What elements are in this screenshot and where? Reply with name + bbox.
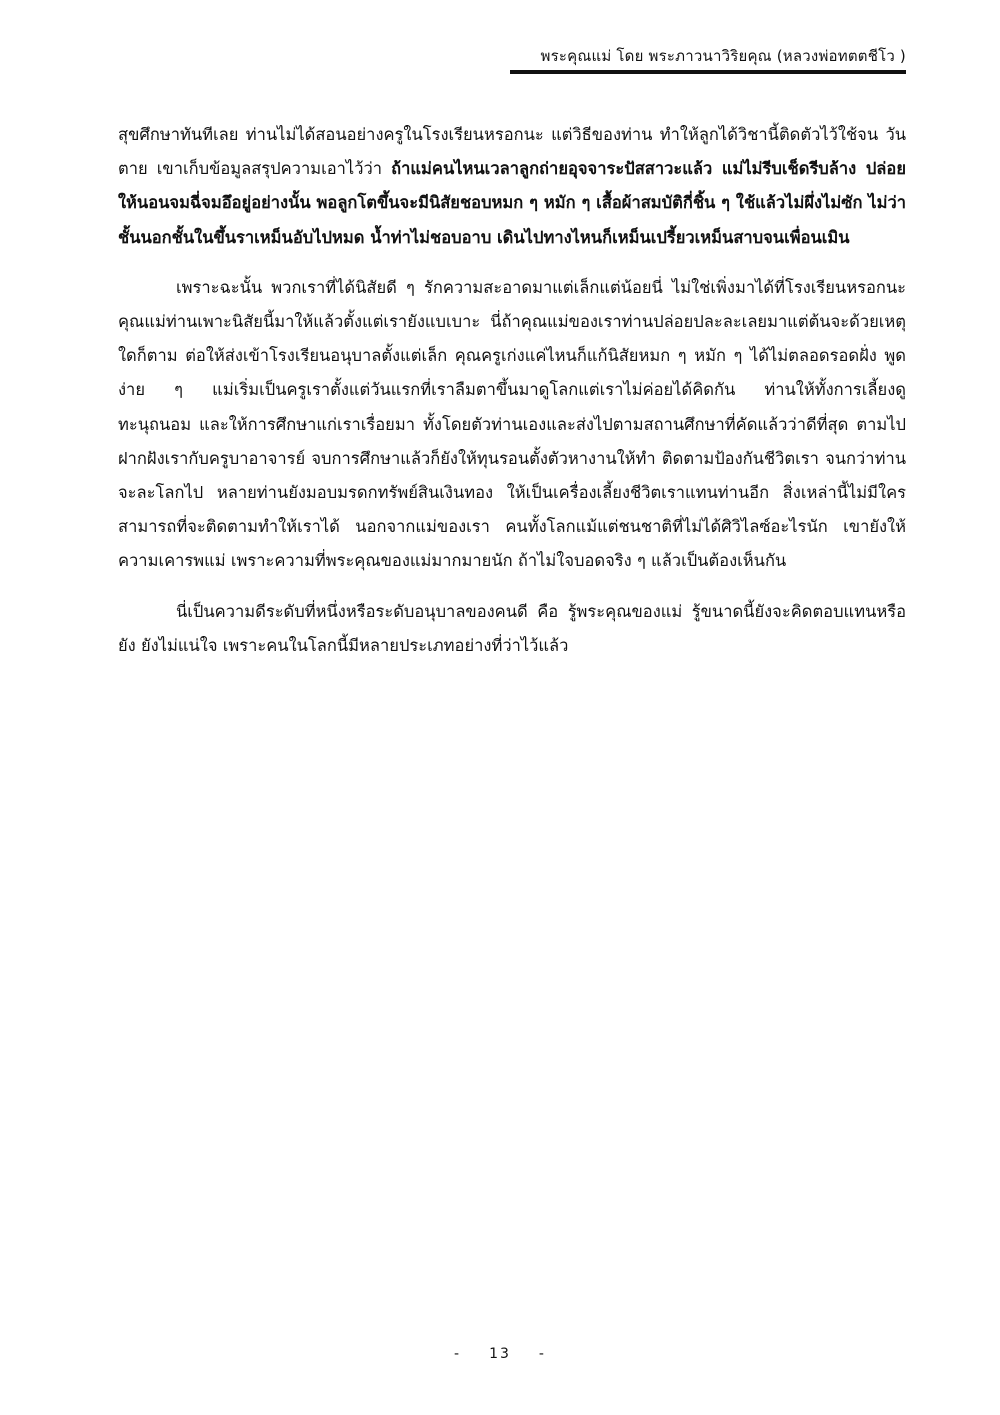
footer-dash-right: - [538, 1346, 546, 1362]
footer-dash-left: - [454, 1346, 462, 1362]
body-text [118, 118, 906, 679]
running-header: พระคุณแม่ โดย พระภาวนาวิริยคุณ (หลวงพ่อทตตชีโว ) [540, 47, 906, 65]
paragraph-1 [118, 118, 906, 255]
page-number: 13 [489, 1346, 511, 1362]
paragraph-1-bold-text: ถ้าแม่คนไหนเวลาลูกถ่ายอุจจาระปัสสาวะแล้ว แม่ไม่รีบเช็ดรีบล้าง ปล่อยให้นอนจมฉี่จมอึอยู่อย่างนั้น พอลูกโตขึ้นจะมีนิสัยชอบหมก ๆ หมัก ๆ เสื้อผ้าสมบัติกี่ชิ้น ๆ ใช้แล้วไม่ผึ่งไม่ซัก ไม่ว่าชั้นนอกชั้นในขึ้นราเหม็นอับไปหมด น้ำท่าไม่ชอบอาบ เดินไปทางไหนก็เหม็นเปรี้ยวเหม็นสาบจนเพื่อนเมิน [118, 159, 906, 247]
header-rule [510, 70, 906, 74]
paragraph-2: เพราะฉะนั้น พวกเราที่ได้นิสัยดี ๆ รักความสะอาดมาแต่เล็กแต่น้อยนี่ ไม่ใช่เพิ่งมาได้ที่โรงเรียนหรอกนะ คุณแม่ท่านเพาะนิสัยนี้มาให้แล้วตั้งแต่เรายังแบเบาะ นี่ถ้าคุณแม่ของเราท่านปล่อยปละละเลยมาแต่ต้นจะด้วยเหตุใดก็ตาม ต่อให้ส่งเข้าโรงเรียนอนุบาลตั้งแต่เล็ก คุณครูเก่งแค่ไหนก็แก้นิสัยหมก ๆ หมัก ๆ ได้ไม่ตลอดรอดฝั่ง พูดง่าย ๆ แม่เริ่มเป็นครูเราตั้งแต่วันแรกที่เราลืมตาขึ้นมาดูโลกแต่เราไม่ค่อยได้คิดกัน ท่านให้ทั้งการเลี้ยงดูทะนุถนอม และให้การศึกษาแก่เราเรื่อยมา ทั้งโดยตัวท่านเองและส่งไปตามสถานศึกษาที่คัดแล้วว่าดีที่สุด ตามไปฝากฝังเรากับครูบาอาจารย์ จบการศึกษาแล้วก็ยังให้ทุนรอนตั้งตัวหางานให้ทำ ติดตามป้องกันชีวิตเรา จนกว่าท่านจะละโลกไป หลายท่านยังมอบมรดกทรัพย์สินเงินทอง ให้เป็นเครื่องเลี้ยงชีวิตเราแทนท่านอีก สิ่งเหล่านี้ไม่มีใครสามารถที่จะติดตามทำให้เราได้ นอกจากแม่ของเรา คนทั้งโลกแม้แต่ชนชาติที่ไม่ได้ศิวิไลซ์อะไรนัก เขายังให้ความเคารพแม่ เพราะความที่พระคุณของแม่มากมายนัก ถ้าไม่ใจบอดจริง ๆ แล้วเป็นต้องเห็นกัน [118, 277, 906, 571]
paragraph-1-text: สุขศึกษาทันทีเลย ท่านไม่ได้สอนอย่างครูในโรงเรียนหรอกนะ แต่วิธีของท่าน ทำให้ลูกได้วิชานี้ติดตัวไว้ใช้จน วันตาย เขาเก็บข้อมูลสรุปความเอาไว้ว่า [118, 125, 906, 179]
paragraph-3: นี่เป็นความดีระดับที่หนึ่งหรือระดับอนุบาลของคนดี คือ รู้พระคุณของแม่ รู้ขนาดนี้ยังจะคิดตอบแทนหรือยัง ยังไม่แน่ใจ เพราะคนในโลกนี้มีหลายประเภทอย่างที่ว่าไว้แล้ว [118, 601, 906, 655]
page-footer [0, 1346, 1000, 1362]
